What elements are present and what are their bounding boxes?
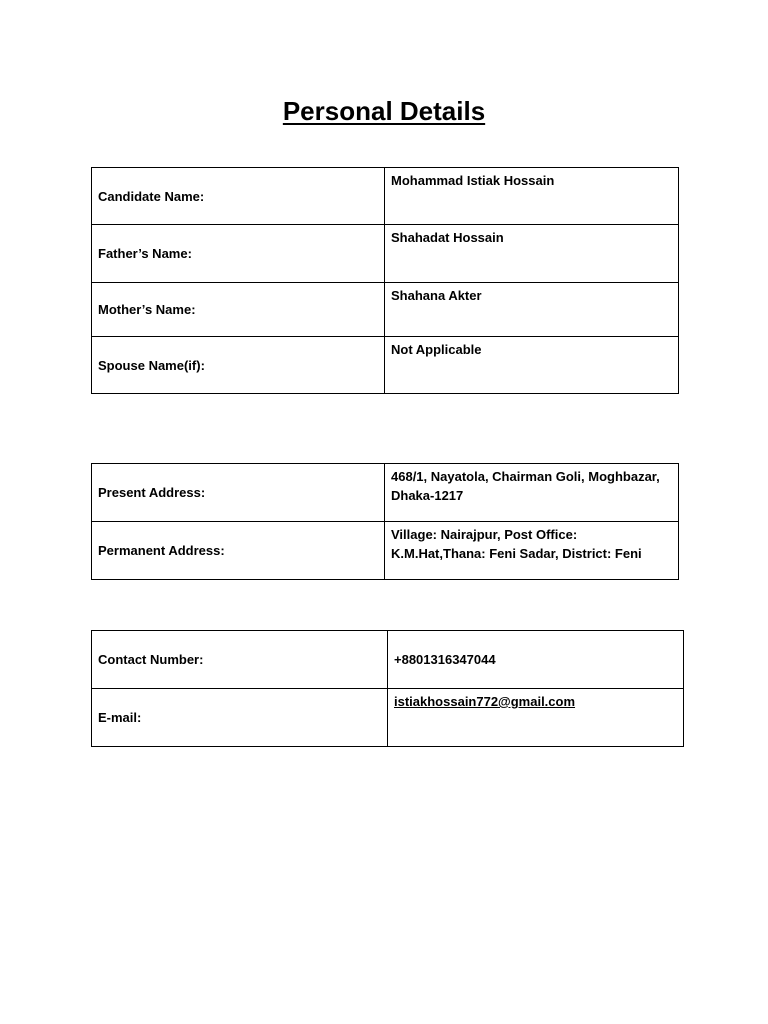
table-row — [92, 631, 684, 689]
address-table — [91, 463, 679, 580]
email-label: E-mail: — [92, 689, 388, 747]
spouse-name-value: Not Applicable — [385, 337, 679, 394]
mother-name-value: Shahana Akter — [385, 283, 679, 337]
present-address-value: 468/1, Nayatola, Chairman Goli, Moghbazar, Dhaka-1217 — [385, 464, 679, 522]
present-address-label: Present Address: — [92, 464, 385, 522]
page-title: Personal Details — [282, 96, 486, 126]
candidate-name-label: Candidate Name: — [92, 168, 385, 225]
spouse-name-label: Spouse Name(if): — [92, 337, 385, 394]
father-name-value: Shahadat Hossain — [385, 225, 679, 283]
permanent-address-label: Permanent Address: — [92, 522, 385, 580]
email-link[interactable]: istiakhossain772@gmail.com — [394, 694, 576, 709]
table-row — [92, 225, 679, 283]
table-row — [92, 522, 679, 580]
table-row — [92, 337, 679, 394]
table-row — [92, 168, 679, 225]
contact-number-label: Contact Number: — [92, 631, 388, 689]
table-row — [92, 689, 684, 747]
permanent-address-value: Village: Nairajpur, Post Office: K.M.Hat,Thana: Feni Sadar, District: Feni — [385, 522, 679, 580]
father-name-label: Father’s Name: — [92, 225, 385, 283]
personal-info-table — [91, 167, 679, 394]
table-row — [92, 464, 679, 522]
mother-name-label: Mother’s Name: — [92, 283, 385, 337]
table-row — [92, 283, 679, 337]
contact-number-value: +8801316347044 — [388, 631, 684, 689]
candidate-name-value: Mohammad Istiak Hossain — [385, 168, 679, 225]
contact-table — [91, 630, 684, 747]
